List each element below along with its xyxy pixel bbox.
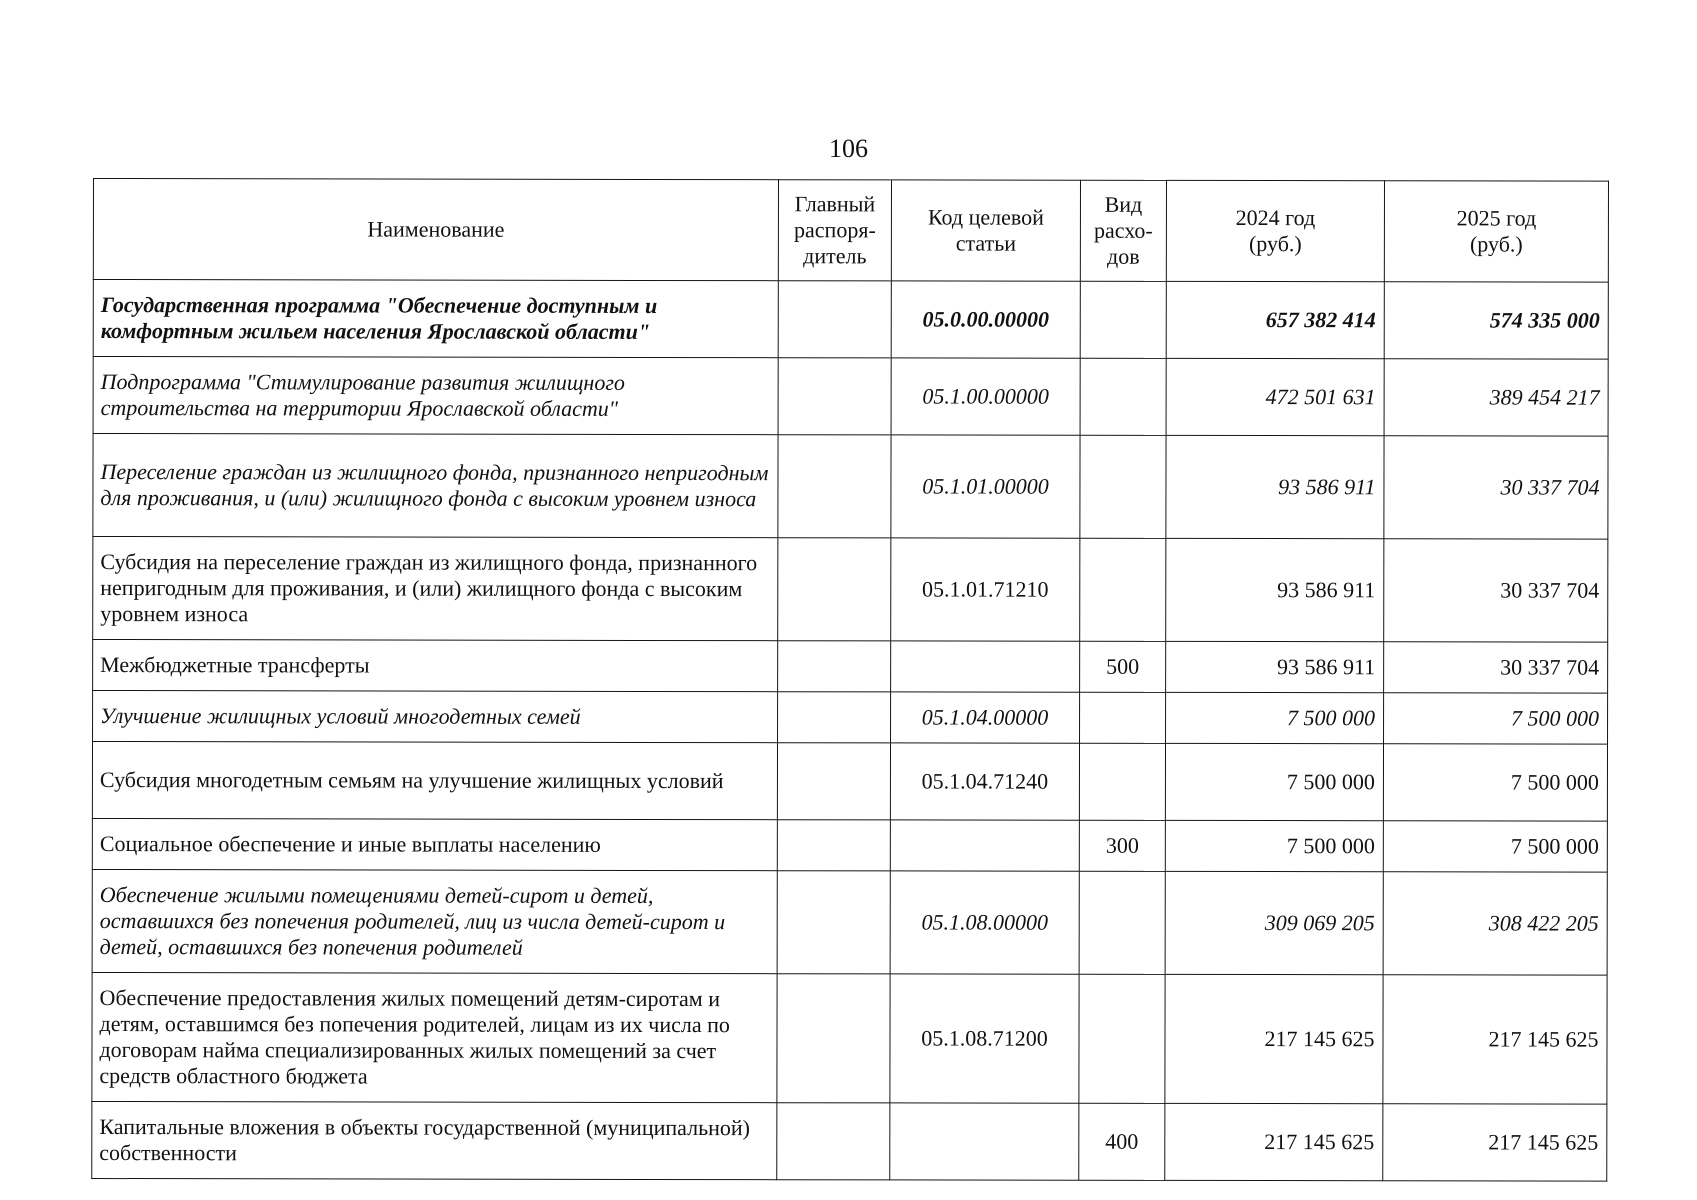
cell-name: Субсидия на переселение граждан из жилищного фонда, признанного непригодным для проживания, и (или) жилищного фонда с высоким уровнем износа xyxy=(93,537,778,641)
cell-main-manager xyxy=(777,1103,890,1180)
cell-main-manager xyxy=(778,435,891,538)
cell-amount-2025: 389 454 217 xyxy=(1384,359,1608,436)
cell-name: Межбюджетные трансферты xyxy=(93,640,778,692)
header-year-2025: 2025 год (руб.) xyxy=(1384,181,1608,282)
cell-expense-type xyxy=(1080,435,1166,538)
cell-expense-type xyxy=(1079,871,1165,974)
cell-amount-2025: 30 337 704 xyxy=(1384,642,1608,693)
cell-name: Капитальные вложения в объекты государственной (муниципальной) собственности xyxy=(92,1101,777,1179)
cell-expense-type: 500 xyxy=(1080,641,1166,692)
header-expense-type: Вид расхо- дов xyxy=(1080,180,1166,281)
cell-expense-type xyxy=(1080,692,1166,743)
cell-amount-2025: 30 337 704 xyxy=(1384,539,1608,642)
cell-target-code: 05.1.08.71200 xyxy=(890,974,1079,1103)
cell-amount-2024: 657 382 414 xyxy=(1166,281,1384,358)
cell-main-manager xyxy=(778,358,891,435)
table-row xyxy=(93,691,1608,745)
cell-amount-2025: 308 422 205 xyxy=(1383,872,1607,975)
cell-target-code xyxy=(890,820,1079,871)
cell-amount-2025: 7 500 000 xyxy=(1383,744,1607,821)
cell-expense-type xyxy=(1079,743,1165,820)
cell-expense-type xyxy=(1080,358,1166,435)
header-main-manager: Главный распоря- дитель xyxy=(778,180,891,281)
cell-target-code: 05.0.00.00000 xyxy=(891,281,1080,358)
cell-expense-type xyxy=(1079,974,1165,1103)
cell-target-code: 05.1.08.00000 xyxy=(890,871,1079,974)
cell-target-code xyxy=(890,1103,1079,1180)
budget-table xyxy=(91,178,1609,1182)
header-year-2024: 2024 год (руб.) xyxy=(1166,180,1384,281)
cell-name: Подпрограмма "Стимулирование развития жилищного строительства на территории Ярославской области" xyxy=(93,357,778,435)
cell-expense-type: 400 xyxy=(1079,1103,1165,1180)
cell-target-code: 05.1.01.00000 xyxy=(891,435,1080,538)
table-row xyxy=(92,972,1607,1104)
cell-main-manager xyxy=(778,538,891,641)
cell-main-manager xyxy=(777,871,890,974)
cell-amount-2025: 7 500 000 xyxy=(1383,821,1607,872)
table-row xyxy=(92,818,1607,872)
cell-target-code xyxy=(891,641,1080,692)
cell-main-manager xyxy=(777,743,890,820)
cell-main-manager xyxy=(777,974,890,1103)
table-row xyxy=(93,357,1608,437)
cell-amount-2024: 472 501 631 xyxy=(1166,358,1384,435)
table-row xyxy=(92,869,1607,975)
header-target-code: Код целевой статьи xyxy=(891,180,1080,281)
cell-amount-2025: 7 500 000 xyxy=(1384,693,1608,744)
table-row xyxy=(92,1101,1607,1181)
cell-amount-2024: 7 500 000 xyxy=(1165,820,1383,871)
cell-main-manager xyxy=(778,692,891,743)
cell-amount-2024: 309 069 205 xyxy=(1165,871,1383,974)
cell-main-manager xyxy=(778,641,891,692)
cell-amount-2024: 93 586 911 xyxy=(1166,538,1384,641)
header-name: Наименование xyxy=(93,179,778,281)
cell-expense-type: 300 xyxy=(1079,820,1165,871)
table-row xyxy=(93,640,1608,694)
cell-name: Обеспечение жилыми помещениями детей-сирот и детей, оставшихся без попечения родителей, лиц из числа детей-сирот и детей, оставшихся без попечения родителей xyxy=(92,869,777,973)
cell-name: Государственная программа "Обеспечение доступным и комфортным жильем населения Ярославской области" xyxy=(93,280,778,358)
cell-amount-2025: 30 337 704 xyxy=(1384,436,1608,539)
cell-name: Обеспечение предоставления жилых помещений детям-сиротам и детям, оставшимся без попечения родителей, лицам из их числа по договорам найма специализированных жилых помещений за счет средств областного бюджета xyxy=(92,972,777,1102)
cell-amount-2025: 217 145 625 xyxy=(1383,1104,1607,1181)
cell-amount-2024: 93 586 911 xyxy=(1166,435,1384,538)
cell-main-manager xyxy=(777,820,890,871)
table-row xyxy=(93,280,1608,360)
cell-name: Переселение граждан из жилищного фонда, признанного непригодным для проживания, и (или) жилищного фонда с высоким уровнем износа xyxy=(93,434,778,538)
cell-main-manager xyxy=(778,281,891,358)
cell-amount-2024: 7 500 000 xyxy=(1165,743,1383,820)
cell-amount-2025: 574 335 000 xyxy=(1384,282,1608,359)
cell-target-code: 05.1.04.00000 xyxy=(891,692,1080,743)
cell-name: Улучшение жилищных условий многодетных семей xyxy=(93,691,778,743)
cell-amount-2025: 217 145 625 xyxy=(1383,975,1607,1104)
table-body xyxy=(92,280,1609,1182)
cell-amount-2024: 93 586 911 xyxy=(1166,641,1384,692)
cell-target-code: 05.1.00.00000 xyxy=(891,358,1080,435)
cell-expense-type xyxy=(1080,281,1166,358)
cell-name: Субсидия многодетным семьям на улучшение жилищных условий xyxy=(92,742,777,820)
page-number: 106 xyxy=(829,134,868,163)
cell-amount-2024: 7 500 000 xyxy=(1166,692,1384,743)
table-row xyxy=(93,434,1608,540)
cell-amount-2024: 217 145 625 xyxy=(1165,1103,1383,1180)
table-header-row xyxy=(93,179,1608,283)
cell-name: Социальное обеспечение и иные выплаты населению xyxy=(92,818,777,870)
table-row xyxy=(92,742,1607,822)
cell-amount-2024: 217 145 625 xyxy=(1165,974,1383,1103)
cell-expense-type xyxy=(1080,538,1166,641)
cell-target-code: 05.1.04.71240 xyxy=(890,743,1079,820)
table-row xyxy=(93,537,1608,643)
cell-target-code: 05.1.01.71210 xyxy=(891,538,1080,641)
